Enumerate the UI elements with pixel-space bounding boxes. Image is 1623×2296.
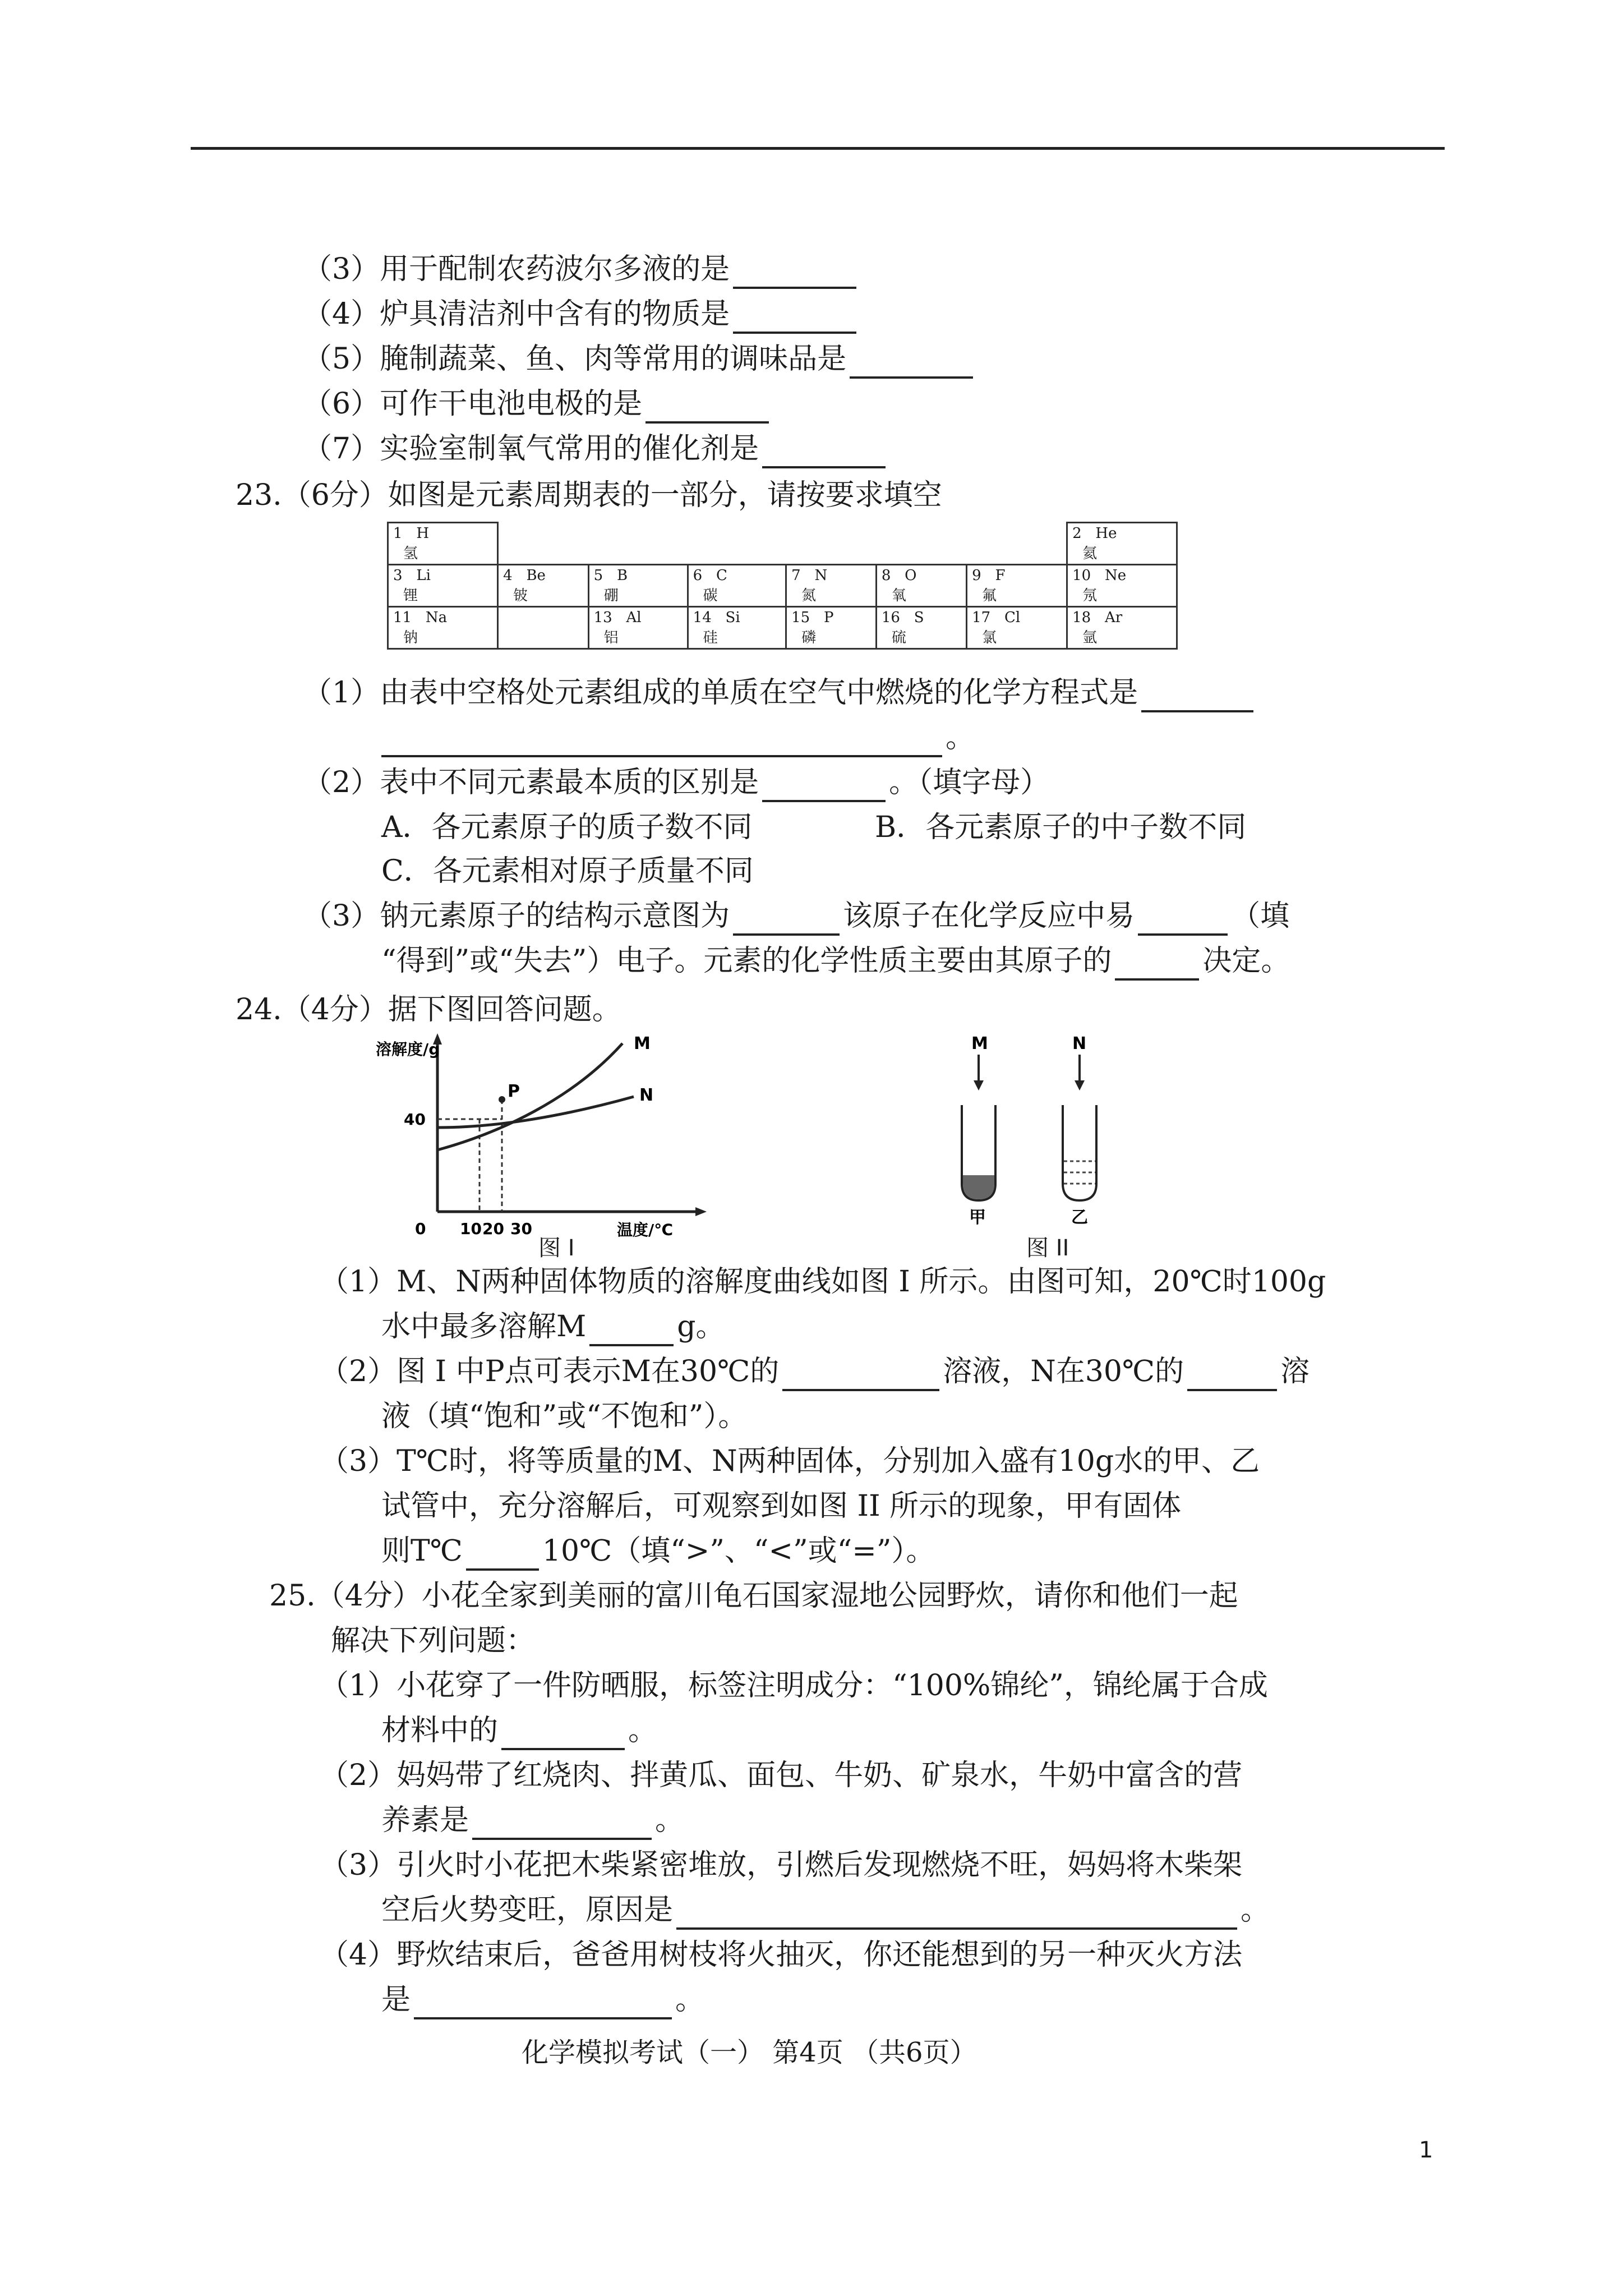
q22-item-3: （3）用于配制农药波尔多液的是 bbox=[303, 250, 860, 289]
q24-part3-cont2: 则T℃ 10℃（填“>”、“<”或“=”）。 bbox=[381, 1531, 935, 1571]
q25-part4-cont: 是 。 bbox=[381, 1980, 704, 2019]
origin-label: 0 bbox=[415, 1220, 426, 1238]
answer-blank[interactable] bbox=[733, 902, 840, 936]
tube1-label: 甲 bbox=[969, 1208, 986, 1227]
tube1-solid bbox=[963, 1175, 994, 1199]
q23-option-a: A．各元素原子的质子数不同 bbox=[381, 811, 753, 844]
q24-part2-cont: 液（填“饱和”或“不饱和”）。 bbox=[381, 1400, 748, 1433]
blank-element-cell bbox=[498, 607, 589, 649]
q23-part1: （1）由表中空格处元素组成的单质在空气中燃烧的化学方程式是 bbox=[303, 673, 1257, 712]
table-row bbox=[388, 565, 1177, 607]
test-tube-figure bbox=[953, 1032, 1189, 1228]
arrow-m-head bbox=[974, 1080, 984, 1091]
q23-option-c: C．各元素相对原子质量不同 bbox=[381, 854, 754, 888]
q22-item-5: （5）腌制蔬菜、鱼、肉等常用的调味品是 bbox=[303, 339, 976, 379]
answer-blank[interactable] bbox=[501, 1717, 625, 1750]
y-axis-label: 溶解度/g bbox=[376, 1040, 440, 1059]
q24-part3: （3）T℃时，将等质量的M、N两种固体，分别加入盛有10g水的甲、乙 bbox=[320, 1444, 1260, 1478]
solubility-curve-figure bbox=[370, 1032, 718, 1240]
answer-blank[interactable] bbox=[1187, 1358, 1277, 1391]
q25-part2: （2）妈妈带了红烧肉、拌黄瓜、面包、牛奶、矿泉水，牛奶中富含的营 bbox=[320, 1759, 1243, 1792]
element-cell: 1 H 氢 bbox=[388, 523, 498, 565]
q25-title: 25.（4分）小花全家到美丽的富川龟石国家湿地公园野炊，请你和他们一起 bbox=[269, 1579, 1238, 1613]
curve-m bbox=[437, 1043, 623, 1150]
table-row bbox=[388, 607, 1177, 649]
q23-title: 23.（6分）如图是元素周期表的一部分，请按要求填空 bbox=[236, 478, 942, 512]
answer-blank[interactable] bbox=[733, 300, 856, 334]
curve-m-label: M bbox=[634, 1034, 651, 1053]
answer-blank[interactable] bbox=[645, 390, 769, 424]
answer-blank[interactable] bbox=[414, 1986, 672, 2019]
element-cell: 13 Al 铝 bbox=[588, 607, 688, 649]
element-cell: 6 C 碳 bbox=[688, 565, 786, 607]
element-cell: 3 Li 锂 bbox=[388, 565, 498, 607]
element-cell: 17 Cl 氯 bbox=[967, 607, 1067, 649]
element-cell: 9 F 氟 bbox=[967, 565, 1067, 607]
point-p-label: P bbox=[508, 1082, 520, 1101]
q22-item-4: （4）炉具清洁剂中含有的物质是 bbox=[303, 295, 860, 334]
answer-blank[interactable] bbox=[466, 1537, 539, 1571]
tube1-substance-label: M bbox=[971, 1034, 988, 1053]
element-cell: 5 B 硼 bbox=[588, 565, 688, 607]
page-number: 1 bbox=[1419, 2137, 1433, 2163]
table-row bbox=[388, 523, 1177, 565]
q23-part1-cont: 。 bbox=[381, 718, 975, 757]
answer-blank[interactable] bbox=[762, 435, 886, 468]
answer-blank[interactable] bbox=[589, 1313, 674, 1346]
element-cell: 14 Si 硅 bbox=[688, 607, 786, 649]
q23-part3-cont: “得到”或“失去”）电子。元素的化学性质主要由其原子的 决定。 bbox=[381, 941, 1290, 981]
answer-blank[interactable] bbox=[762, 769, 886, 802]
element-cell: 7 N 氮 bbox=[786, 565, 877, 607]
tube2-label: 乙 bbox=[1071, 1208, 1088, 1227]
periodic-table bbox=[387, 522, 1178, 650]
y-tick-label: 40 bbox=[404, 1110, 426, 1129]
element-cell: 4 Be 铍 bbox=[498, 565, 589, 607]
element-cell: 18 Ar 氩 bbox=[1067, 607, 1177, 649]
figure-1-caption: 图 I bbox=[538, 1235, 575, 1261]
answer-blank[interactable] bbox=[472, 1806, 652, 1840]
page-footer: 化学模拟考试（一） 第4页 （共6页） bbox=[522, 2037, 977, 2068]
q24-part2: （2）图 I 中P点可表示M在30℃的 溶液，N在30℃的 溶 bbox=[320, 1352, 1310, 1391]
element-cell: 16 S 硫 bbox=[876, 607, 966, 649]
x-tick-20: 20 bbox=[482, 1220, 504, 1238]
q23-option-b: B．各元素原子的中子数不同 bbox=[875, 811, 1247, 844]
q24-title: 24.（4分）据下图回答问题。 bbox=[236, 993, 621, 1027]
header-rule bbox=[191, 147, 1445, 150]
q22-item-6: （6）可作干电池电极的是 bbox=[303, 384, 772, 424]
answer-blank[interactable] bbox=[1141, 679, 1253, 712]
q25-part3-cont: 空后火势变旺，原因是 。 bbox=[381, 1890, 1270, 1930]
answer-blank[interactable] bbox=[733, 255, 856, 289]
answer-blank[interactable] bbox=[782, 1358, 939, 1391]
tube2-substance-label: N bbox=[1072, 1034, 1087, 1053]
answer-blank[interactable] bbox=[381, 724, 942, 757]
x-tick-30: 30 bbox=[510, 1220, 532, 1238]
q24-part1-cont: 水中最多溶解M g。 bbox=[381, 1307, 725, 1346]
q25-part1: （1）小花穿了一件防晒服，标签注明成分：“100%锦纶”，锦纶属于合成 bbox=[320, 1669, 1268, 1703]
point-p bbox=[499, 1096, 505, 1103]
figure-2-caption: 图 II bbox=[1026, 1235, 1069, 1261]
q25-part1-cont: 材料中的 。 bbox=[381, 1711, 657, 1750]
empty-region bbox=[498, 523, 1067, 565]
answer-blank[interactable] bbox=[1115, 947, 1199, 981]
q23-part3: （3）钠元素原子的结构示意图为 该原子在化学反应中易 （填 bbox=[303, 896, 1289, 936]
q25-title-cont: 解决下列问题： bbox=[331, 1624, 536, 1658]
curve-n-label: N bbox=[639, 1085, 654, 1105]
x-axis-arrow bbox=[695, 1207, 707, 1216]
x-tick-10: 10 bbox=[460, 1220, 482, 1238]
x-axis-label: 温度/℃ bbox=[617, 1221, 674, 1239]
q25-part4: （4）野炊结束后，爸爸用树枝将火抽灭，你还能想到的另一种灭火方法 bbox=[320, 1938, 1243, 1972]
arrow-n-head bbox=[1075, 1080, 1085, 1091]
q22-item-7: （7）实验室制氧气常用的催化剂是 bbox=[303, 429, 889, 468]
q25-part2-cont: 养素是 。 bbox=[381, 1801, 684, 1840]
answer-blank[interactable] bbox=[676, 1896, 1237, 1930]
q25-part3: （3）引火时小花把木柴紧密堆放，引燃后发现燃烧不旺，妈妈将木柴架 bbox=[320, 1848, 1243, 1882]
q23-part2: （2）表中不同元素最本质的区别是 。（填字母） bbox=[303, 763, 1049, 802]
element-cell: 10 Ne 氖 bbox=[1067, 565, 1177, 607]
element-cell: 8 O 氧 bbox=[876, 565, 966, 607]
q24-part1: （1）M、N两种固体物质的溶解度曲线如图 I 所示。由图可知，20℃时100g bbox=[320, 1265, 1326, 1299]
q24-part3-cont: 试管中，充分溶解后，可观察到如图 II 所示的现象，甲有固体 bbox=[381, 1489, 1182, 1523]
element-cell: 2 He 氦 bbox=[1067, 523, 1177, 565]
element-cell: 11 Na 钠 bbox=[388, 607, 498, 649]
answer-blank[interactable] bbox=[850, 345, 973, 379]
element-cell: 15 P 磷 bbox=[786, 607, 877, 649]
answer-blank[interactable] bbox=[1138, 902, 1228, 936]
test-tube-yi bbox=[1063, 1105, 1096, 1200]
